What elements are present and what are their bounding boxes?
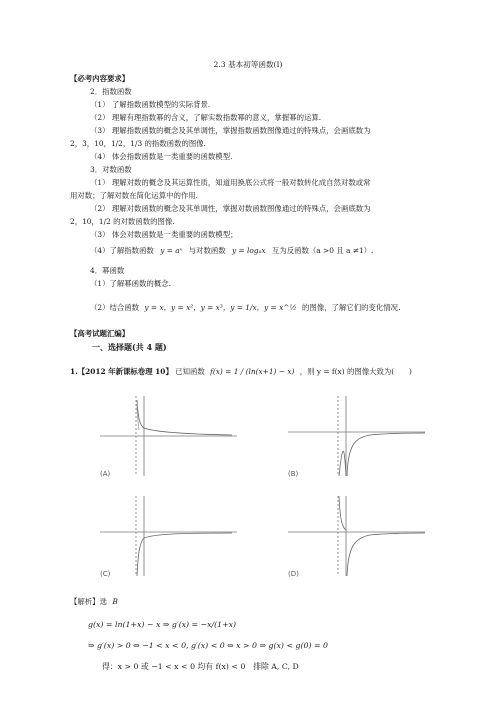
exp-function-heading: 2．指数函数 [90,87,132,96]
graph-a-label: (A) [100,470,111,478]
question-1 [70,367,412,377]
question-1-text-post: ，则 y = f(x) 的图像大致为( ) [299,367,412,376]
exp-item-3: （3） 理解指数函数的概念及其单调性，掌握指数函数图像通过的特殊点，会画底数为 [90,126,371,135]
power-item-2-pre: （2）结合函数 [90,303,140,312]
graph-a[interactable] [92,392,242,480]
power-item-2 [90,303,400,313]
analysis-heading: 【解析】选 [70,597,107,606]
exp-item-2: （2） 理解有理指数幂的含义，了解实数指数幂的意义，掌握幂的运算. [90,113,322,122]
log-item-3: （3） 体会对数函数是一类重要的函数模型； [90,230,238,239]
analysis [70,597,118,607]
power-functions-list: y = x，y = x²，y = x³，y = 1/x，y = x^½ [144,303,297,312]
exp-item-1: （1） 了解指数函数模型的实际背景. [90,100,211,109]
exp-item-4: （4） 体会指数函数是一类重要的函数模型. [90,152,233,161]
required-content-heading: 【必考内容要求】 [70,74,130,83]
log-item-4-post: 互为反函数（a >0 且 a ≠1）. [271,246,374,255]
power-item-1: （1）了解幂函数的概念. [90,279,171,288]
question-1-text-pre: 已知函数 [175,367,205,376]
log-item-1: （1） 理解对数的概念及其运算性质，知道用换底公式将一般对数转化成自然对数或常 [90,178,371,187]
question-1-formula: f(x) = 1 / (ln(x+1) − x) [210,367,295,376]
power-function-heading: 4．幂函数 [90,266,125,275]
power-item-2-post: 的图像，了解它们的变化情况. [301,303,401,312]
log-item-2-cont: 2，10，1/2 的对数函数的图像. [70,217,175,226]
graph-c[interactable] [92,492,242,580]
analysis-line-1: g(x) = ln(1+x) − x ⇒ g′(x) = −x/(1+x) [88,620,237,629]
graph-b[interactable] [280,392,430,480]
analysis-answer: B [112,597,118,606]
exam-collection-heading: 【高考试题汇编】 [70,329,130,338]
exp-formula: y = aˣ [160,246,183,255]
log-item-4 [90,246,373,256]
log-function-heading: 3．对数函数 [90,165,132,174]
log-item-4-pre: （4）了解指数函数 [90,246,154,255]
graph-c-label: (C) [100,570,111,578]
log-item-4-mid: 与对数函数 [188,246,226,255]
exp-item-3-cont: 2，3，10，1/2，1/3 的指数函数的图像. [70,139,206,148]
graph-d[interactable] [280,492,430,580]
log-item-2: （2） 理解对数函数的概念及其单调性，掌握对数函数图像通过的特殊点，会画底数为 [90,204,371,213]
analysis-line-3: 得：x > 0 或 −1 < x < 0 均有 f(x) < 0 排除 A, C, D [102,662,299,671]
log-item-1-cont: 用对数；了解对数在简化运算中的作用. [70,191,198,200]
log-formula: y = logₐx [231,246,266,255]
choice-questions-heading: 一、选择题(共 4 题) [92,342,167,352]
graph-d-label: (D) [288,570,299,578]
question-1-source: 1.【2012 年新课标卷理 10】 [70,367,173,376]
page-title: 2.3 基本初等函数(I) [213,60,283,69]
graph-b-label: (B) [288,470,299,478]
analysis-line-2: ⇒ g′(x) > 0 ⇔ −1 < x < 0, g′(x) < 0 ⇔ x > 0 ⇒ g(x) < g(0) = 0 [88,641,328,650]
